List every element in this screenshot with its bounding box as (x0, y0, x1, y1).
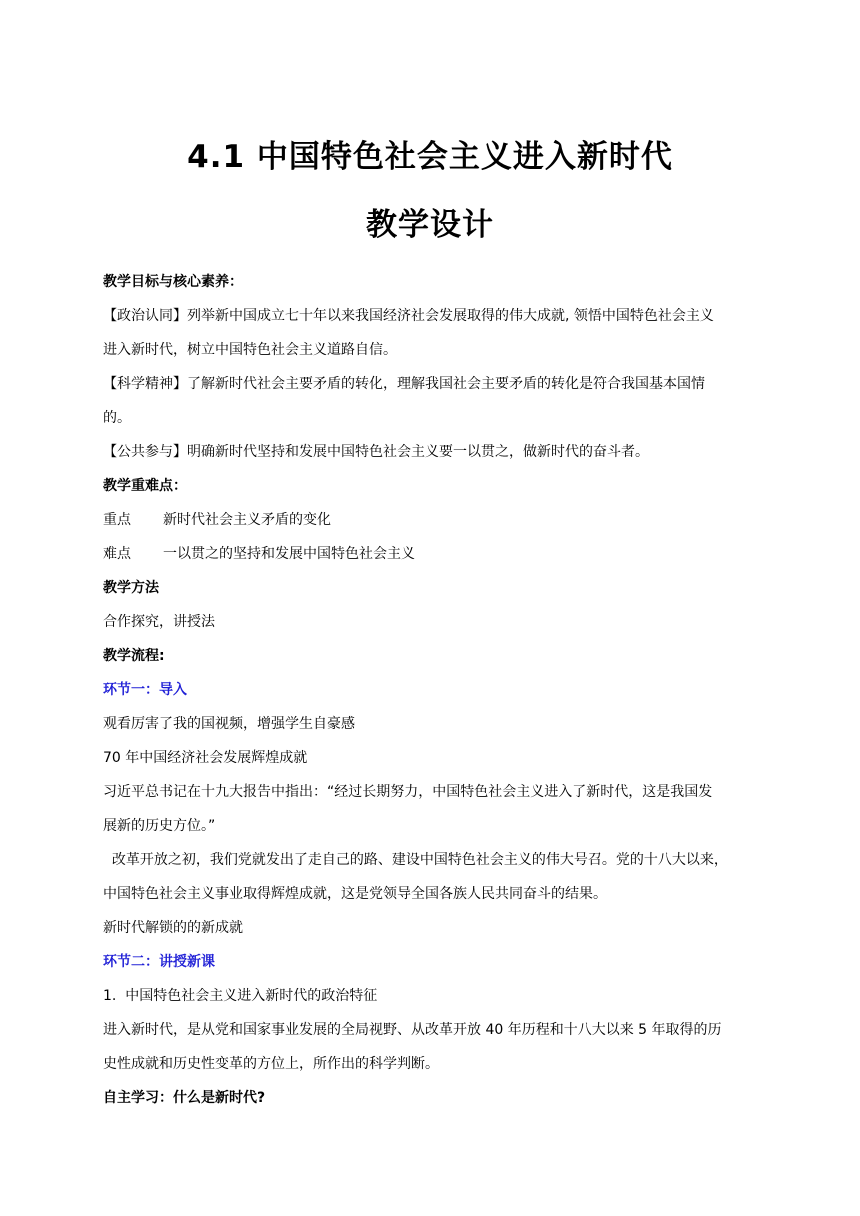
goal3: 【公共参与】明确新时代坚持和发展中国特色社会主义要一以贯之，做新时代的奋斗者。 (103, 444, 649, 460)
key-point-row (103, 510, 763, 530)
method-text: 合作探究，讲授法 (103, 614, 215, 630)
section2-heading: 环节二：讲授新课 (103, 954, 215, 970)
document-subtitle: 教学设计 (366, 207, 494, 243)
difficulty-row (103, 544, 763, 564)
s1-line1: 观看厉害了我的国视频，增强学生自豪感 (103, 716, 355, 732)
goal1-line1: 【政治认同】列举新中国成立七十年以来我国经济社会发展取得的伟大成就, 领悟中国特色社会主义 (103, 308, 714, 324)
s2-para-line2: 史性成就和历史性变革的方位上，所作出的科学判断。 (103, 1056, 439, 1072)
s1-line3: 新时代解锁的的新成就 (103, 920, 243, 936)
goal1-line2: 进入新时代，树立中国特色社会主义道路自信。 (103, 342, 397, 358)
key-label: 重点 (103, 512, 131, 528)
difficulty-label: 难点 (103, 546, 131, 562)
section1-heading: 环节一：导入 (103, 682, 187, 698)
s2-item1: 1. 中国特色社会主义进入新时代的政治特征 (103, 988, 378, 1004)
heading-flow: 教学流程: (103, 648, 165, 664)
document-title: 4.1 中国特色社会主义进入新时代 (187, 139, 673, 175)
difficulty-text: 一以贯之的坚持和发展中国特色社会主义 (163, 546, 415, 562)
heading-method: 教学方法 (103, 580, 159, 596)
s1-line2: 70 年中国经济社会发展辉煌成就 (103, 750, 308, 766)
heading-goals: 教学目标与核心素养： (103, 274, 243, 290)
s1-para-line1: 改革开放之初，我们党就发出了走自己的路、建设中国特色社会主义的伟大号召。党的十八大以来， (103, 852, 728, 868)
key-text: 新时代社会主义矛盾的变化 (163, 512, 331, 528)
goal2-line1: 【科学精神】了解新时代社会主要矛盾的转化，理解我国社会主要矛盾的转化是符合我国基本国情 (103, 376, 705, 392)
s2-question: 自主学习：什么是新时代? (103, 1090, 266, 1106)
s1-quote-line2: 展新的历史方位。” (103, 818, 216, 834)
goal2-line2: 的。 (103, 410, 131, 426)
heading-keypoints: 教学重难点： (103, 478, 187, 494)
s2-para-line1: 进入新时代，是从党和国家事业发展的全局视野、从改革开放 40 年历程和十八大以来 5 年取得的历 (103, 1022, 722, 1038)
s1-para-line2: 中国特色社会主义事业取得辉煌成就，这是党领导全国各族人民共同奋斗的结果。 (103, 886, 607, 902)
s1-quote-line1: 习近平总书记在十九大报告中指出：“经过长期努力，中国特色社会主义进入了新时代，这是我国发 (103, 784, 713, 800)
